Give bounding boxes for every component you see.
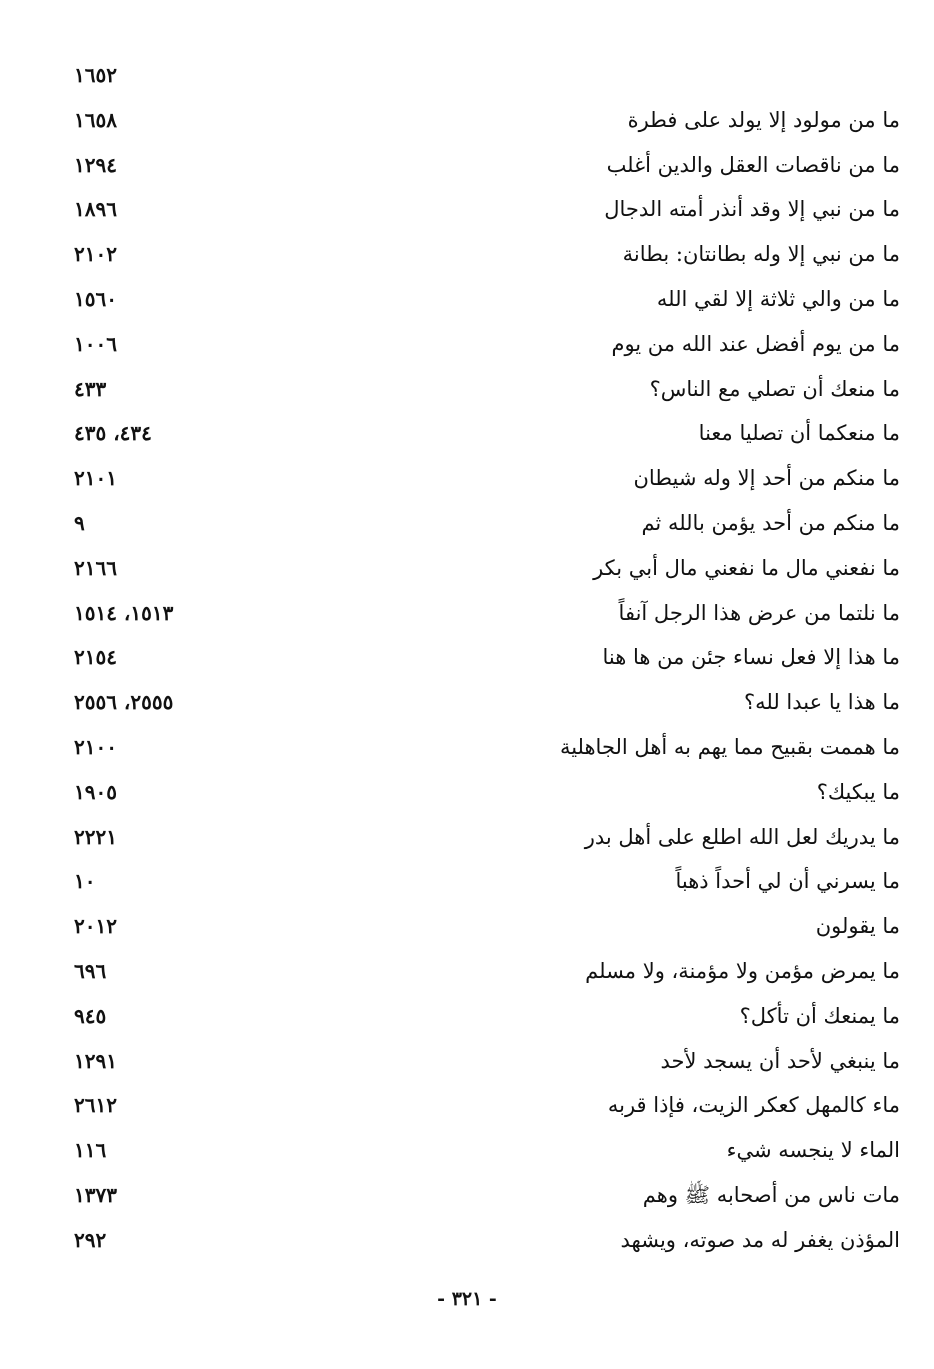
hadith-numbers: ١٥١٣، ١٥١٤: [74, 600, 174, 625]
index-entry: [60, 680, 900, 725]
index-entry: [60, 725, 900, 770]
hadith-phrase: ما منكم من أحد يؤمن بالله ثم: [641, 510, 900, 535]
index-entry: [60, 53, 900, 98]
hadith-phrase: ما من نبي إلا وقد أنذر أمته الدجال: [604, 197, 900, 222]
hadith-phrase: ما يمنعك أن تأكل؟: [739, 1003, 900, 1028]
hadith-numbers: ٢١٠١: [74, 466, 117, 491]
hadith-numbers: ٢٢٢١: [74, 824, 117, 849]
index-entry: [60, 1083, 900, 1128]
index-entry: [60, 232, 900, 277]
hadith-numbers: ٢٥٥٥، ٢٥٥٦: [74, 690, 174, 715]
hadith-phrase: ما يدريك لعل الله اطلع على أهل بدر: [584, 824, 900, 849]
index-entry: [60, 98, 900, 143]
index-entry: [60, 1173, 900, 1218]
hadith-phrase: ما هذا يا عبدا لله؟: [743, 690, 900, 715]
hadith-numbers: ٢٠١٢: [74, 914, 117, 939]
hadith-phrase: ما من نبي إلا وله بطانتان: بطانة: [622, 242, 900, 267]
hadith-numbers: ١١٦: [74, 1138, 107, 1163]
hadith-numbers: ٢١٦٦: [74, 555, 117, 580]
hadith-numbers: ١٦٥٢: [74, 63, 117, 87]
hadith-phrase: ماء كالمهل كعكر الزيت، فإذا قربه: [607, 1093, 900, 1118]
hadith-phrase: ما من ناقصات العقل والدين أغلب: [606, 152, 900, 177]
hadith-phrase: ما منكم من أحد إلا وله شيطان: [633, 466, 900, 491]
hadith-phrase: ما نفعني مال ما نفعني مال أبي بكر: [593, 555, 900, 580]
hadith-numbers: ٢٦١٢: [74, 1093, 117, 1118]
hadith-phrase: ما يقولون: [815, 914, 900, 939]
hadith-phrase: ما هذا إلا فعل نساء جئن من ها هنا: [602, 645, 900, 670]
index-entry: [60, 904, 900, 949]
index-entry: [60, 411, 900, 456]
index-entry: [60, 501, 900, 546]
hadith-numbers: ٢١٠٠: [74, 734, 117, 759]
hadith-numbers: ١٢٩٤: [74, 152, 117, 177]
hadith-numbers: ١٦٥٨: [74, 107, 117, 132]
hadith-numbers: ٢١٥٤: [74, 645, 117, 670]
hadith-numbers: ١٣٧٣: [74, 1182, 117, 1207]
index-entry: [60, 277, 900, 322]
hadith-numbers: ١٠٠٦: [74, 331, 117, 356]
index-entry: [60, 546, 900, 591]
hadith-numbers: ٩٤٥: [74, 1003, 107, 1028]
index-entry: [60, 1218, 900, 1263]
index-entry: [60, 994, 900, 1039]
index-entry: [60, 367, 900, 412]
hadith-phrase: ما يبكيك؟: [816, 779, 900, 804]
hadith-numbers: ٢١٠٢: [74, 242, 117, 267]
hadith-phrase: ما من والي ثلاثة إلا لقي الله: [656, 286, 900, 311]
hadith-phrase: ما نلتما من عرض هذا الرجل آنفاً: [618, 600, 900, 625]
hadith-phrase: ما منعك أن تصلي مع الناس؟: [649, 376, 900, 401]
index-entry: [60, 143, 900, 188]
hadith-phrase: ما يسرني أن لي أحداً ذهباً: [675, 869, 900, 894]
hadith-numbers: ٦٩٦: [74, 958, 107, 983]
index-entry: [60, 770, 900, 815]
index-entry: [60, 815, 900, 860]
hadith-index-list: [60, 53, 900, 1263]
index-entry: [60, 1128, 900, 1173]
page-number: - ٣٢١ -: [437, 1288, 497, 1310]
hadith-phrase: مات ناس من أصحابه ﷺ وهم: [642, 1182, 900, 1207]
hadith-numbers: ١٥٦٠: [74, 286, 117, 311]
index-entry: [60, 591, 900, 636]
hadith-numbers: ٩: [74, 510, 85, 535]
index-entry: [60, 456, 900, 501]
hadith-numbers: ١٢٩١: [74, 1048, 117, 1073]
index-entry: [60, 322, 900, 367]
hadith-phrase: ما من مولود إلا يولد على فطرة: [627, 107, 900, 132]
index-entry: [60, 859, 900, 904]
hadith-phrase: ما منعكما أن تصليا معنا: [698, 421, 900, 446]
hadith-numbers: ١٠: [74, 869, 96, 894]
hadith-phrase: ما هممت بقبيح مما يهم به أهل الجاهلية: [559, 734, 900, 759]
index-entry: [60, 949, 900, 994]
hadith-phrase: الماء لا ينجسه شيء: [726, 1138, 900, 1163]
index-entry: [60, 1039, 900, 1084]
hadith-numbers: ١٩٠٥: [74, 779, 117, 804]
hadith-phrase: ما ينبغي لأحد أن يسجد لأحد: [660, 1048, 900, 1073]
hadith-numbers: ٤٣٤، ٤٣٥: [74, 421, 152, 446]
hadith-numbers: ٢٩٢: [74, 1227, 107, 1252]
index-entry: [60, 635, 900, 680]
hadith-phrase: المؤذن يغفر له مد صوته، ويشهد: [620, 1227, 900, 1252]
hadith-phrase: ما يمرض مؤمن ولا مؤمنة، ولا مسلم: [585, 958, 900, 983]
hadith-phrase: ما من يوم أفضل عند الله من يوم: [611, 331, 900, 356]
hadith-numbers: ٤٣٣: [74, 376, 107, 401]
index-entry: [60, 187, 900, 232]
hadith-numbers: ١٨٩٦: [74, 197, 117, 222]
